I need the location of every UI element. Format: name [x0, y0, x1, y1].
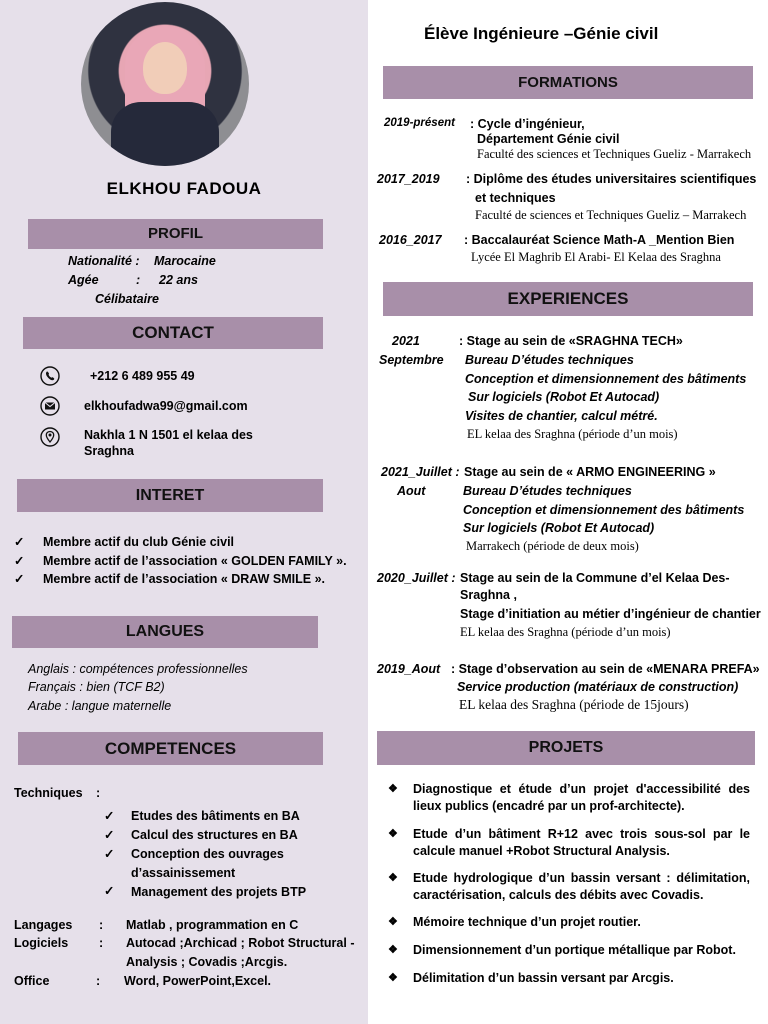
interest-item: Membre actif du club Génie civil	[43, 535, 235, 549]
contact-heading: CONTACT	[132, 323, 214, 342]
project-text: Dimensionnement d’un portique métallique par Robot.	[413, 943, 736, 957]
experience-line: : Stage au sein de «SRAGHNA TECH»	[459, 334, 683, 348]
interet-heading: INTERET	[135, 487, 205, 504]
experience-line: Bureau D’études techniques	[465, 353, 634, 367]
logiciels-value-1: Autocad ;Archicad ; Robot Structural -	[126, 936, 355, 950]
language-item	[28, 699, 171, 713]
skill-item: Management des projets BTP	[131, 885, 307, 899]
office-separator: :	[96, 974, 101, 988]
formation-place: Faculté de sciences et Techniques Gueliz – Marrakech	[475, 208, 747, 222]
language-name: Français :	[28, 680, 83, 694]
experience-date: 2021_Juillet :	[381, 465, 460, 479]
formation-date: 2019-présent	[384, 117, 455, 129]
email-address[interactable]: elkhoufadwa99@gmail.com	[84, 399, 248, 413]
check-icon: ✓	[104, 828, 115, 842]
interest-item: Membre actif de l’association « DRAW SMILE ».	[43, 572, 326, 586]
competences-header	[18, 732, 323, 765]
project-item	[388, 781, 750, 815]
contact-header	[23, 317, 323, 349]
check-icon: ✓	[104, 884, 115, 898]
diamond-bullet-icon: ❖	[388, 916, 398, 928]
formation-line: Département Génie civil	[477, 132, 620, 146]
experience-date: 2019_Aout	[377, 662, 441, 676]
office-value: Word, PowerPoint,Excel.	[124, 974, 272, 988]
experience-line: Service production (matériaux de construction)	[457, 680, 739, 694]
marital-status: Célibataire	[95, 292, 159, 306]
techniques-label: Techniques	[14, 786, 83, 800]
interet-header	[17, 479, 323, 512]
experience-place: EL kelaa des Sraghna (période d’un mois)	[467, 427, 678, 441]
project-item	[388, 970, 750, 987]
skill-item: Conception des ouvrages	[131, 847, 284, 861]
experience-date: 2021	[392, 334, 420, 348]
langages-separator: :	[99, 918, 104, 932]
address-line-2: Sraghna	[84, 444, 135, 458]
skill-item: Etudes des bâtiments en BA	[131, 809, 300, 823]
profil-header	[28, 219, 323, 249]
techniques-separator: :	[96, 786, 101, 800]
skill-item: Calcul des structures en BA	[131, 828, 298, 842]
experience-line: Conception et dimensionnement des bâtiments	[463, 503, 745, 517]
age-label: Agée	[68, 273, 99, 287]
location-icon	[40, 427, 60, 447]
language-level: langue maternelle	[71, 699, 172, 713]
experience-date: Septembre	[379, 353, 444, 367]
diamond-bullet-icon: ❖	[388, 872, 398, 884]
language-name: Anglais :	[28, 662, 76, 676]
experience-line: : Stage d’observation au sein de «MENARA PREFA»	[451, 662, 760, 676]
experience-place: Marrakech (période de deux mois)	[466, 539, 639, 553]
project-text: Etude d’un bâtiment R+12 avec trois sous-sol par le calcule manuel +Robot Structural Analysis.	[413, 827, 750, 858]
photo-face	[143, 42, 187, 94]
nationality-value: Marocaine	[154, 254, 216, 268]
project-text: Etude hydrologique d’un bassin versant : délimitation, caractérisation, calculs des débits avec Covadis.	[413, 871, 750, 902]
projets-header	[377, 731, 755, 765]
formations-heading: FORMATIONS	[518, 74, 618, 91]
language-item	[28, 680, 165, 694]
experience-line: Sraghna ,	[460, 588, 517, 602]
email-icon	[40, 396, 60, 416]
photo-coat	[111, 102, 219, 166]
phone-number[interactable]: +212 6 489 955 49	[90, 369, 195, 383]
experience-place: EL kelaa des Sraghna (période d’un mois)	[460, 625, 671, 639]
interest-item: Membre actif de l’association « GOLDEN FAMILY ».	[43, 554, 347, 568]
formation-date: 2016_2017	[379, 233, 442, 247]
langages-label: Langages	[14, 918, 73, 932]
age-separator: :	[136, 273, 141, 287]
diamond-bullet-icon: ❖	[388, 783, 398, 795]
projets-heading: PROJETS	[528, 739, 604, 756]
formations-header	[383, 66, 753, 99]
check-icon: ✓	[104, 809, 115, 823]
language-level: bien (TCF B2)	[86, 680, 165, 694]
project-item	[388, 870, 750, 904]
phone-icon	[40, 366, 60, 386]
experiences-header	[383, 282, 753, 316]
experience-line: Bureau D’études techniques	[463, 484, 632, 498]
skill-item: d’assainissement	[131, 866, 236, 880]
logiciels-separator: :	[99, 936, 104, 950]
formation-line: : Cycle d’ingénieur,	[470, 117, 585, 131]
experience-line: Stage au sein de la Commune d’el Kelaa Des-	[460, 571, 730, 585]
formation-date: 2017_2019	[377, 172, 440, 186]
project-item	[388, 914, 750, 931]
nationality-label: Nationalité :	[68, 254, 140, 268]
language-level: compétences professionnelles	[79, 662, 248, 676]
langues-header	[12, 616, 318, 648]
language-item	[28, 662, 248, 676]
experience-place: EL kelaa des Sraghna (période de 15jours)	[459, 697, 689, 712]
langages-value: Matlab , programmation en C	[126, 918, 299, 932]
experience-line: Conception et dimensionnement des bâtiments	[465, 372, 747, 386]
address-line-1: Nakhla 1 N 1501 el kelaa des	[84, 428, 253, 442]
project-item	[388, 826, 750, 860]
experience-line: Visites de chantier, calcul métré.	[465, 409, 658, 423]
diamond-bullet-icon: ❖	[388, 972, 398, 984]
experience-line: Stage d’initiation au métier d’ingénieur de chantier	[460, 607, 761, 621]
formation-line: : Diplôme des études universitaires scientifiques	[466, 172, 757, 186]
candidate-name: ELKHOU FADOUA	[106, 179, 262, 198]
langues-heading: LANGUES	[125, 623, 205, 640]
age-value: 22 ans	[159, 273, 198, 287]
project-text: Délimitation d’un bassin versant par Arcgis.	[413, 971, 674, 985]
competences-heading: COMPETENCES	[104, 739, 237, 758]
diamond-bullet-icon: ❖	[388, 828, 398, 840]
formation-line: : Baccalauréat Science Math-A _Mention Bien	[464, 233, 735, 247]
diamond-bullet-icon: ❖	[388, 944, 398, 956]
page-title: Élève Ingénieure –Génie civil	[424, 24, 659, 43]
office-label: Office	[14, 974, 50, 988]
project-text: Diagnostique et étude d’un projet d'accessibilité des lieux publics (encadré par un prof-architecte).	[413, 782, 750, 813]
experience-line: Sur logiciels (Robot Et Autocad)	[463, 521, 655, 535]
formation-place: Faculté des sciences et Techniques Gueliz - Marrakech	[477, 147, 752, 161]
check-icon: ✓	[14, 572, 25, 586]
logiciels-value-2: Analysis ; Covadis ;Arcgis.	[126, 955, 288, 969]
profile-photo	[81, 2, 249, 166]
check-icon: ✓	[14, 535, 25, 549]
formation-place: Lycée El Maghrib El Arabi- El Kelaa des Sraghna	[471, 250, 721, 264]
formation-line: et techniques	[475, 191, 556, 205]
project-item	[388, 942, 750, 959]
experience-line: Stage au sein de « ARMO ENGINEERING »	[464, 465, 716, 479]
logiciels-label: Logiciels	[14, 936, 69, 950]
profil-heading: PROFIL	[148, 225, 203, 242]
experience-date: Aout	[397, 484, 426, 498]
experience-date: 2020_Juillet :	[377, 571, 456, 585]
project-text: Mémoire technique d’un projet routier.	[413, 915, 641, 929]
check-icon: ✓	[104, 847, 115, 861]
check-icon: ✓	[14, 554, 25, 568]
language-name: Arabe :	[28, 699, 69, 713]
experiences-heading: EXPERIENCES	[507, 289, 629, 308]
experience-line: Sur logiciels (Robot Et Autocad)	[468, 390, 660, 404]
